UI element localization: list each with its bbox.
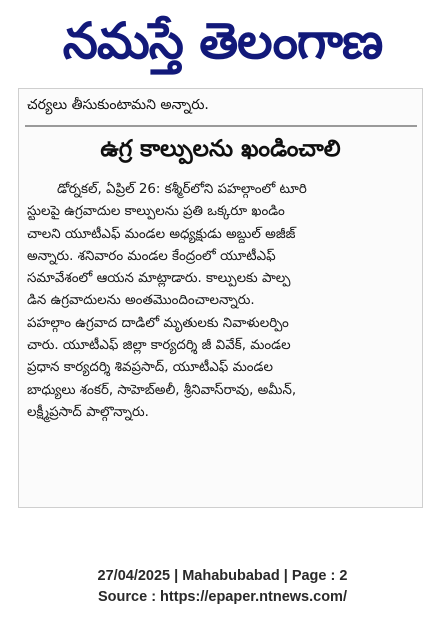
- newspaper-masthead: నమస్తే తెలంగాణ: [62, 12, 383, 70]
- section-divider: [25, 125, 417, 127]
- source-link[interactable]: Source : https://epaper.ntnews.com/: [98, 589, 347, 605]
- article-body-line: చారు. యూటీఎఫ్ జిల్లా కార్యదర్శి జీ వివేక్, మండల: [27, 338, 291, 354]
- article-clipping: [18, 88, 423, 508]
- article-body-line: పహల్గాం ఉగ్రవాద దాడిలో మృతులకు నివాళులర్పిం: [27, 315, 289, 331]
- article-body-line: స్టులపై ఉగ్రవాదుల కాల్పులను ప్రతి ఒక్కరూ ఖండిం: [27, 204, 285, 220]
- article-body-line: డిన ఉగ్రవాదులను అంతమొందించాలన్నారు.: [27, 293, 255, 309]
- article-body-line: సమావేశంలో ఆయన మాట్లాడారు. కాల్పులకు పాల్ప: [27, 271, 291, 287]
- article-body: [27, 179, 415, 424]
- article-body-line: లక్ష్మీప్రసాద్ పాల్గొన్నారు.: [27, 404, 149, 420]
- article-body-line: బాధ్యులు శంకర్, సాహెబ్‌అలీ, శ్రీనివాస్‌రావు, అమీన్,: [27, 382, 297, 398]
- edition-info: 27/04/2025 | Mahabubabad | Page : 2: [97, 568, 348, 584]
- article-body-line: అన్నారు. శనివారం మండల కేంద్రంలో యూటీఎఫ్: [27, 248, 276, 264]
- article-headline: ఉగ్ర కాల్పులను ఖండించాలి: [100, 136, 341, 162]
- clipping-footer: [0, 566, 445, 608]
- previous-article-tail: చర్యలు తీసుకుంటామని అన్నారు.: [27, 97, 209, 113]
- article-body-line: డోర్నకల్, ఏప్రిల్ 26: కశ్మీర్‌లోని పహల్గాంలో టూరి: [57, 182, 307, 197]
- article-body-line: ప్రధాన కార్యదర్శి శివప్రసాద్, యూటీఎఫ్ మండల: [27, 360, 273, 376]
- article-body-line: చాలని యూటీఎఫ్ మండల అధ్యక్షుడు అబ్దుల్ అజీజ్: [27, 226, 296, 242]
